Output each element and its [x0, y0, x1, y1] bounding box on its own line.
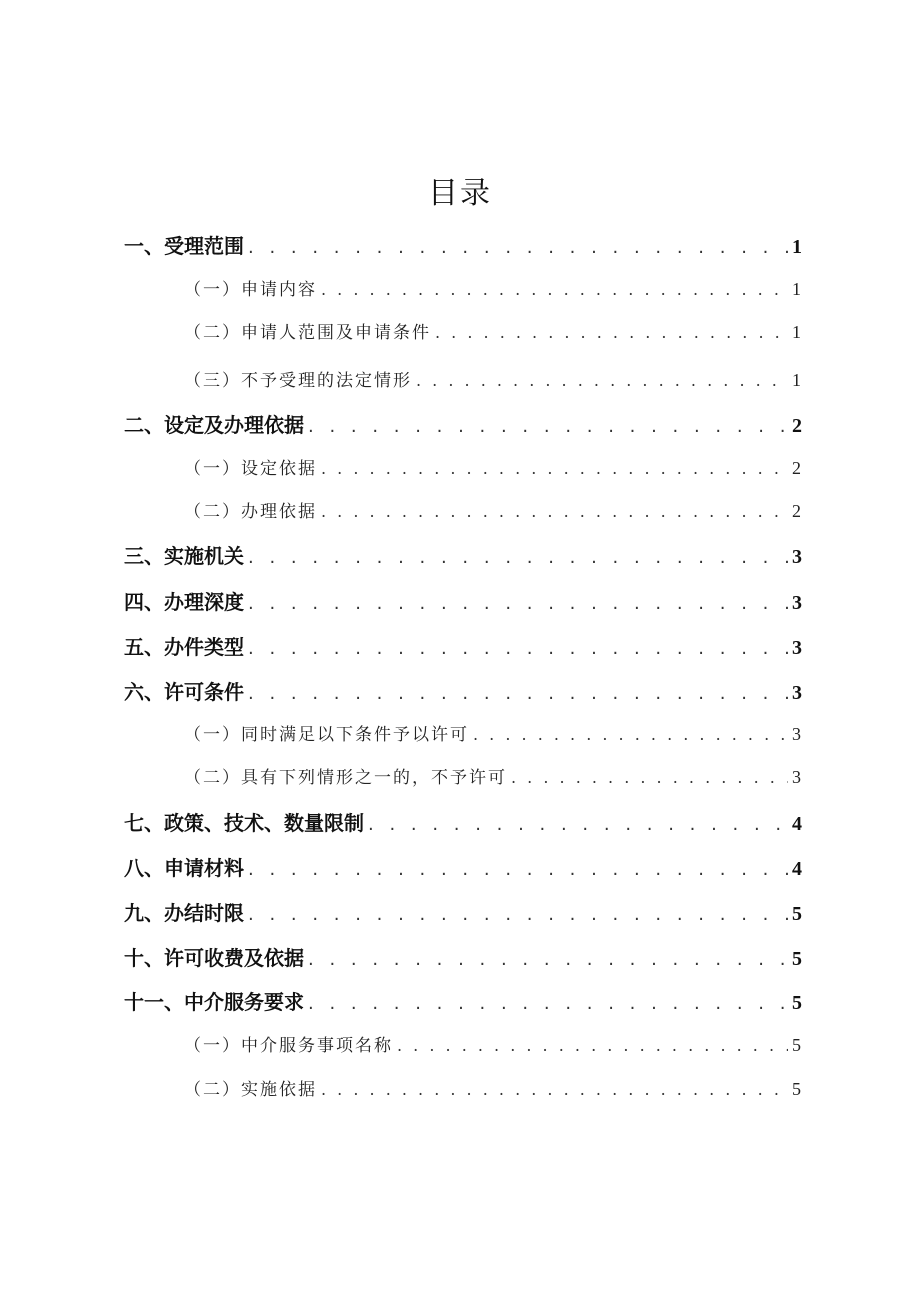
toc-entry[interactable] [184, 366, 801, 391]
toc-entry-page: 3 [792, 724, 801, 744]
toc-entry[interactable] [124, 540, 802, 569]
toc-entry-page: 4 [792, 858, 802, 880]
toc-entry-label: 六、许可条件 [124, 680, 244, 704]
toc-leader-dots [308, 993, 788, 1014]
toc-entry-page: 5 [792, 992, 802, 1014]
toc-entry-page: 5 [792, 948, 802, 970]
toc-leader-dots [248, 859, 788, 880]
toc-entry-page: 3 [792, 637, 802, 659]
toc-entry[interactable] [124, 409, 802, 438]
toc-leader-dots [416, 371, 788, 390]
toc-leader-dots [397, 1036, 788, 1055]
toc-entry-page: 4 [792, 813, 802, 835]
toc-entry-page: 2 [792, 501, 801, 521]
toc-entry-page: 1 [792, 279, 801, 299]
toc-entry[interactable] [184, 720, 801, 745]
page-title: 目录 [428, 176, 492, 211]
toc-leader-dots [321, 459, 788, 478]
toc-entry-page: 3 [792, 546, 802, 568]
toc-entry-page: 1 [792, 236, 802, 258]
toc-entry-label: 四、办理深度 [124, 590, 244, 614]
toc-entry-label: 十、许可收费及依据 [124, 946, 304, 970]
toc-entry-label: （一）申请内容 [184, 280, 317, 300]
toc-entry-label: 二、设定及办理依据 [124, 413, 304, 437]
toc-entry[interactable] [124, 986, 802, 1015]
toc-entry-page: 1 [792, 322, 801, 342]
toc-entry-page: 5 [792, 1079, 801, 1099]
toc-entry[interactable] [124, 676, 802, 705]
toc-entry-page: 1 [792, 370, 801, 390]
toc-entry-label: 七、政策、技术、数量限制 [124, 811, 364, 835]
toc-leader-dots [248, 683, 788, 704]
toc-entry-label: 三、实施机关 [124, 544, 244, 568]
toc-entry[interactable] [124, 852, 802, 881]
toc-leader-dots [248, 593, 788, 614]
toc-leader-dots [435, 323, 788, 342]
toc-entry-label: 五、办件类型 [124, 635, 244, 659]
toc-entry[interactable] [184, 763, 801, 788]
toc-leader-dots [248, 547, 788, 568]
toc-entry-page: 5 [792, 903, 802, 925]
toc-entry-label: （二）办理依据 [184, 502, 317, 522]
toc-entry-label: （一）同时满足以下条件予以许可 [184, 725, 469, 745]
toc-entry-page: 2 [792, 458, 801, 478]
toc-entry-page: 5 [792, 1035, 801, 1055]
toc-entry-label: 八、申请材料 [124, 856, 244, 880]
toc-entry-label: （二）具有下列情形之一的，不予许可 [184, 768, 507, 788]
toc-entry[interactable] [184, 454, 801, 479]
toc-entry[interactable] [124, 897, 802, 926]
toc-leader-dots [511, 768, 788, 787]
toc-entry[interactable] [184, 318, 801, 343]
toc-leader-dots [368, 814, 788, 835]
toc-leader-dots [473, 725, 788, 744]
toc-entry-label: （二）实施依据 [184, 1080, 317, 1100]
toc-entry-page: 3 [792, 592, 802, 614]
toc-leader-dots [248, 638, 788, 659]
toc-leader-dots [308, 949, 788, 970]
toc-entry[interactable] [124, 942, 802, 971]
toc-leader-dots [248, 237, 788, 258]
toc-entry[interactable] [124, 230, 802, 259]
toc-entry-label: 十一、中介服务要求 [124, 990, 304, 1014]
toc-leader-dots [321, 1080, 788, 1099]
toc-entry-page: 2 [792, 415, 802, 437]
toc-entry-page: 3 [792, 682, 802, 704]
toc-entry-label: （一）中介服务事项名称 [184, 1036, 393, 1056]
toc-entry[interactable] [124, 586, 802, 615]
toc-entry[interactable] [124, 807, 802, 836]
toc-entry[interactable] [184, 1075, 801, 1100]
toc-entry[interactable] [184, 497, 801, 522]
toc-leader-dots [321, 280, 788, 299]
toc-entry[interactable] [184, 1031, 801, 1056]
toc-entry-label: 一、受理范围 [124, 234, 244, 258]
toc-entry[interactable] [124, 631, 802, 660]
toc-entry-label: （三）不予受理的法定情形 [184, 371, 412, 391]
toc-leader-dots [248, 904, 788, 925]
toc-entry-label: （一）设定依据 [184, 459, 317, 479]
toc-entry-page: 3 [792, 767, 801, 787]
toc-leader-dots [321, 502, 788, 521]
toc-entry-label: （二）申请人范围及申请条件 [184, 323, 431, 343]
toc-leader-dots [308, 416, 788, 437]
toc-entry-label: 九、办结时限 [124, 901, 244, 925]
toc-entry[interactable] [184, 275, 801, 300]
